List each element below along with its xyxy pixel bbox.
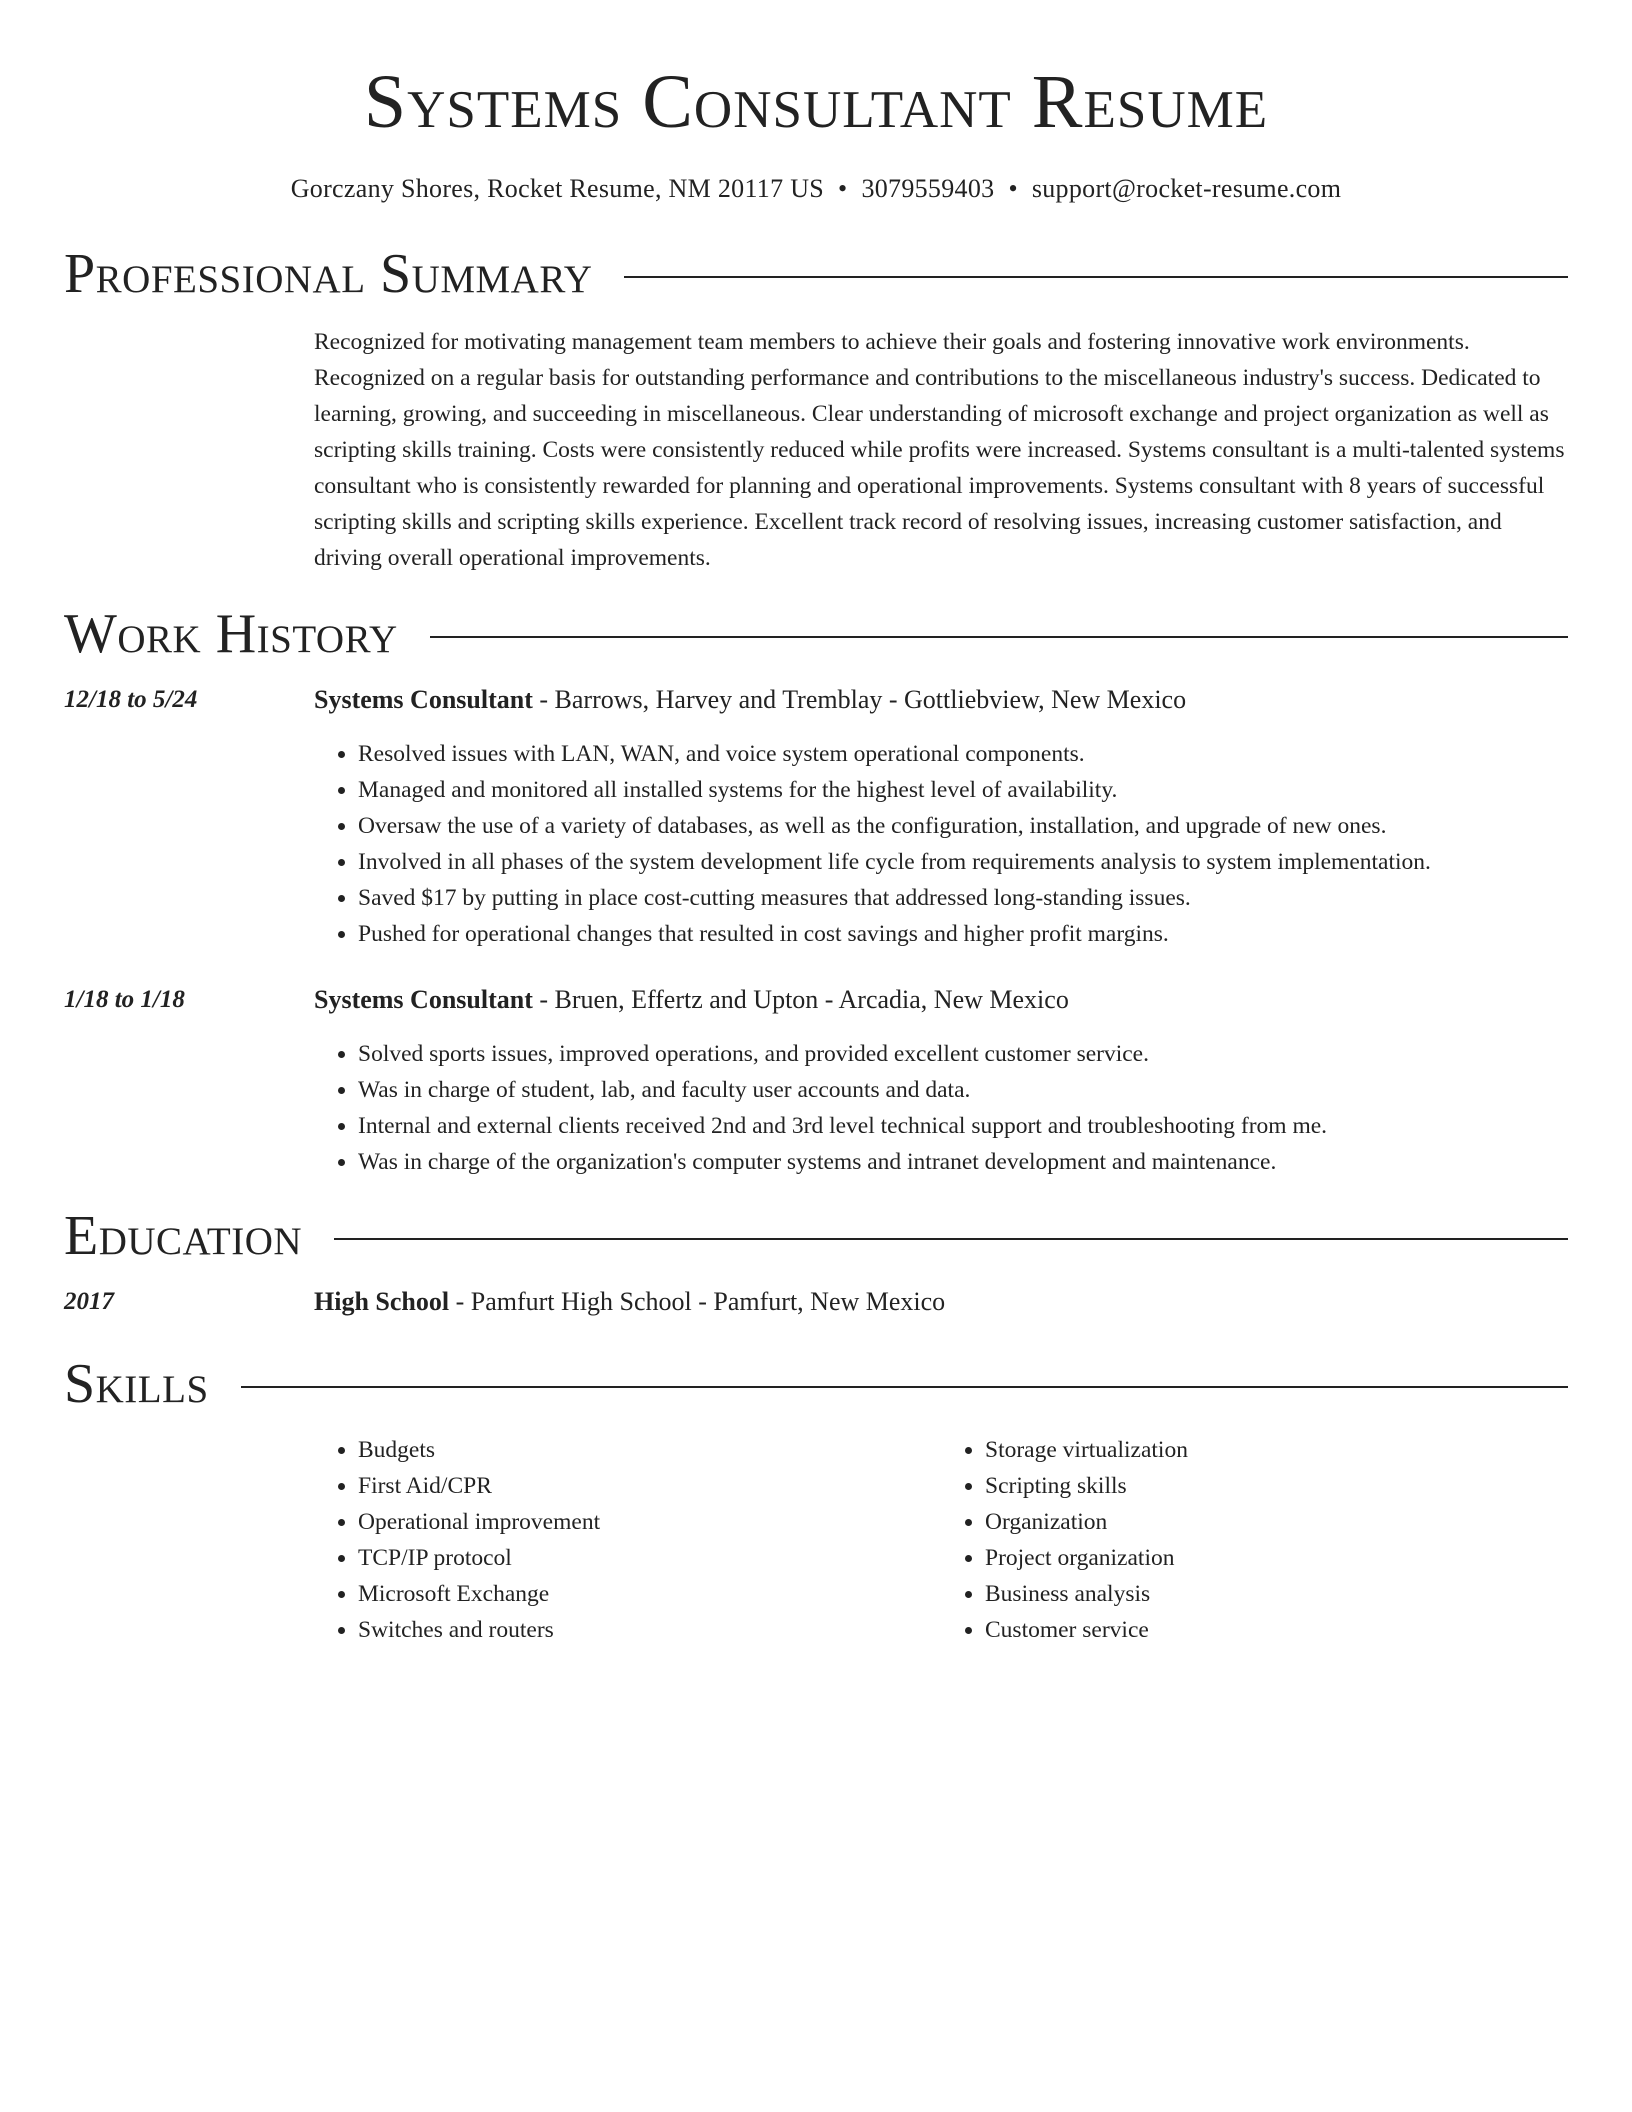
education-section-header [64,1205,1568,1267]
section-divider [334,1238,1568,1240]
list-item: • Pushed for operational changes that resulted in cost savings and higher profit margins. [358,916,1568,952]
section-divider [241,1386,1568,1388]
skills-grid [314,1432,1568,1648]
skill-item: • Budgets [358,1432,941,1468]
work-section-header [64,603,1568,665]
job-employer: - Barrows, Harvey and Tremblay - Gottliebview, New Mexico [532,685,1187,714]
list-item: • Saved $17 by putting in place cost-cutting measures that addressed long-standing issues. [358,880,1568,916]
education-degree: High School [314,1287,450,1316]
education-school: - Pamfurt High School - Pamfurt, New Mexico [449,1287,946,1316]
skill-item: • Operational improvement [358,1504,941,1540]
separator-dot: • [1008,174,1018,203]
job-body [314,682,1568,952]
skill-item: • Customer service [985,1612,1568,1648]
list-item: • Internal and external clients received 2nd and 3rd level technical support and troubleshooting from me. [358,1108,1568,1144]
education-body [314,1284,1568,1320]
job-dates: 12/18 to 5/24 [64,686,198,713]
job-employer: - Bruen, Effertz and Upton - Arcadia, New Mexico [532,985,1069,1014]
list-item: • Oversaw the use of a variety of databases, as well as the configuration, installation, and upgrade of new ones. [358,808,1568,844]
skill-item: • First Aid/CPR [358,1468,941,1504]
summary-heading: Professional Summary [64,243,593,305]
job-bullets [314,1036,1568,1180]
list-item: • Was in charge of the organization's computer systems and intranet development and maintenance. [358,1144,1568,1180]
list-item: • Involved in all phases of the system development life cycle from requirements analysis to system implementation. [358,844,1568,880]
section-divider [430,636,1568,638]
job-entry [64,682,1568,952]
section-divider [624,276,1568,278]
skills-list-right [941,1432,1568,1648]
summary-section-header [64,243,1568,305]
address: Gorczany Shores, Rocket Resume, NM 20117 US [290,174,825,203]
summary-row [64,324,1568,576]
list-item: • Solved sports issues, improved operations, and provided excellent customer service. [358,1036,1568,1072]
education-entry [64,1284,1568,1320]
list-item: • Was in charge of student, lab, and faculty user accounts and data. [358,1072,1568,1108]
skills-list-left [314,1432,941,1648]
skill-item: • Scripting skills [985,1468,1568,1504]
job-title: Systems Consultant [314,685,533,714]
job-body [314,982,1568,1180]
job-bullets [314,736,1568,952]
contact-line [64,174,1568,204]
list-item: • Managed and monitored all installed systems for the highest level of availability. [358,772,1568,808]
skill-item: • TCP/IP protocol [358,1540,941,1576]
job-title-line [314,982,1568,1018]
skills-spacer [64,1432,314,1648]
skill-item: • Microsoft Exchange [358,1576,941,1612]
skill-item: • Storage virtualization [985,1432,1568,1468]
separator-dot: • [838,174,848,203]
summary-spacer [64,324,314,576]
job-dates: 1/18 to 1/18 [64,986,185,1013]
education-heading: Education [64,1205,303,1267]
skill-item: • Switches and routers [358,1612,941,1648]
job-title-line [314,682,1568,718]
skill-item: • Business analysis [985,1576,1568,1612]
job-title: Systems Consultant [314,985,533,1014]
education-year: 2017 [64,1288,114,1315]
skill-item: • Project organization [985,1540,1568,1576]
skills-heading: Skills [64,1353,209,1415]
work-heading: Work History [64,603,398,665]
list-item: • Resolved issues with LAN, WAN, and voice system operational components. [358,736,1568,772]
phone: 3079559403 [861,174,995,203]
skill-item: • Organization [985,1504,1568,1540]
email: support@rocket-resume.com [1031,174,1342,203]
job-entry [64,982,1568,1180]
summary-text: Recognized for motivating management team members to achieve their goals and fostering innovative work environments. Recognized on a regular basis for outstanding performance and contributions to the miscellaneous industry's success. Dedicated to learning, growing, and succeeding in miscellaneous. Clear understanding of microsoft exchange and project organization as well as scripting skills training. Costs were consistently reduced while profits were increased. Systems consultant is a multi-talented systems consultant who is consistently rewarded for planning and operational improvements. Systems consultant with 8 years of successful scripting skills and scripting skills experience. Excellent track record of resolving issues, increasing customer satisfaction, and driving overall operational improvements. [314,329,1565,571]
skills-section-header [64,1353,1568,1415]
skills-row [64,1432,1568,1648]
resume-title: Systems Consultant Resume [363,60,1269,144]
